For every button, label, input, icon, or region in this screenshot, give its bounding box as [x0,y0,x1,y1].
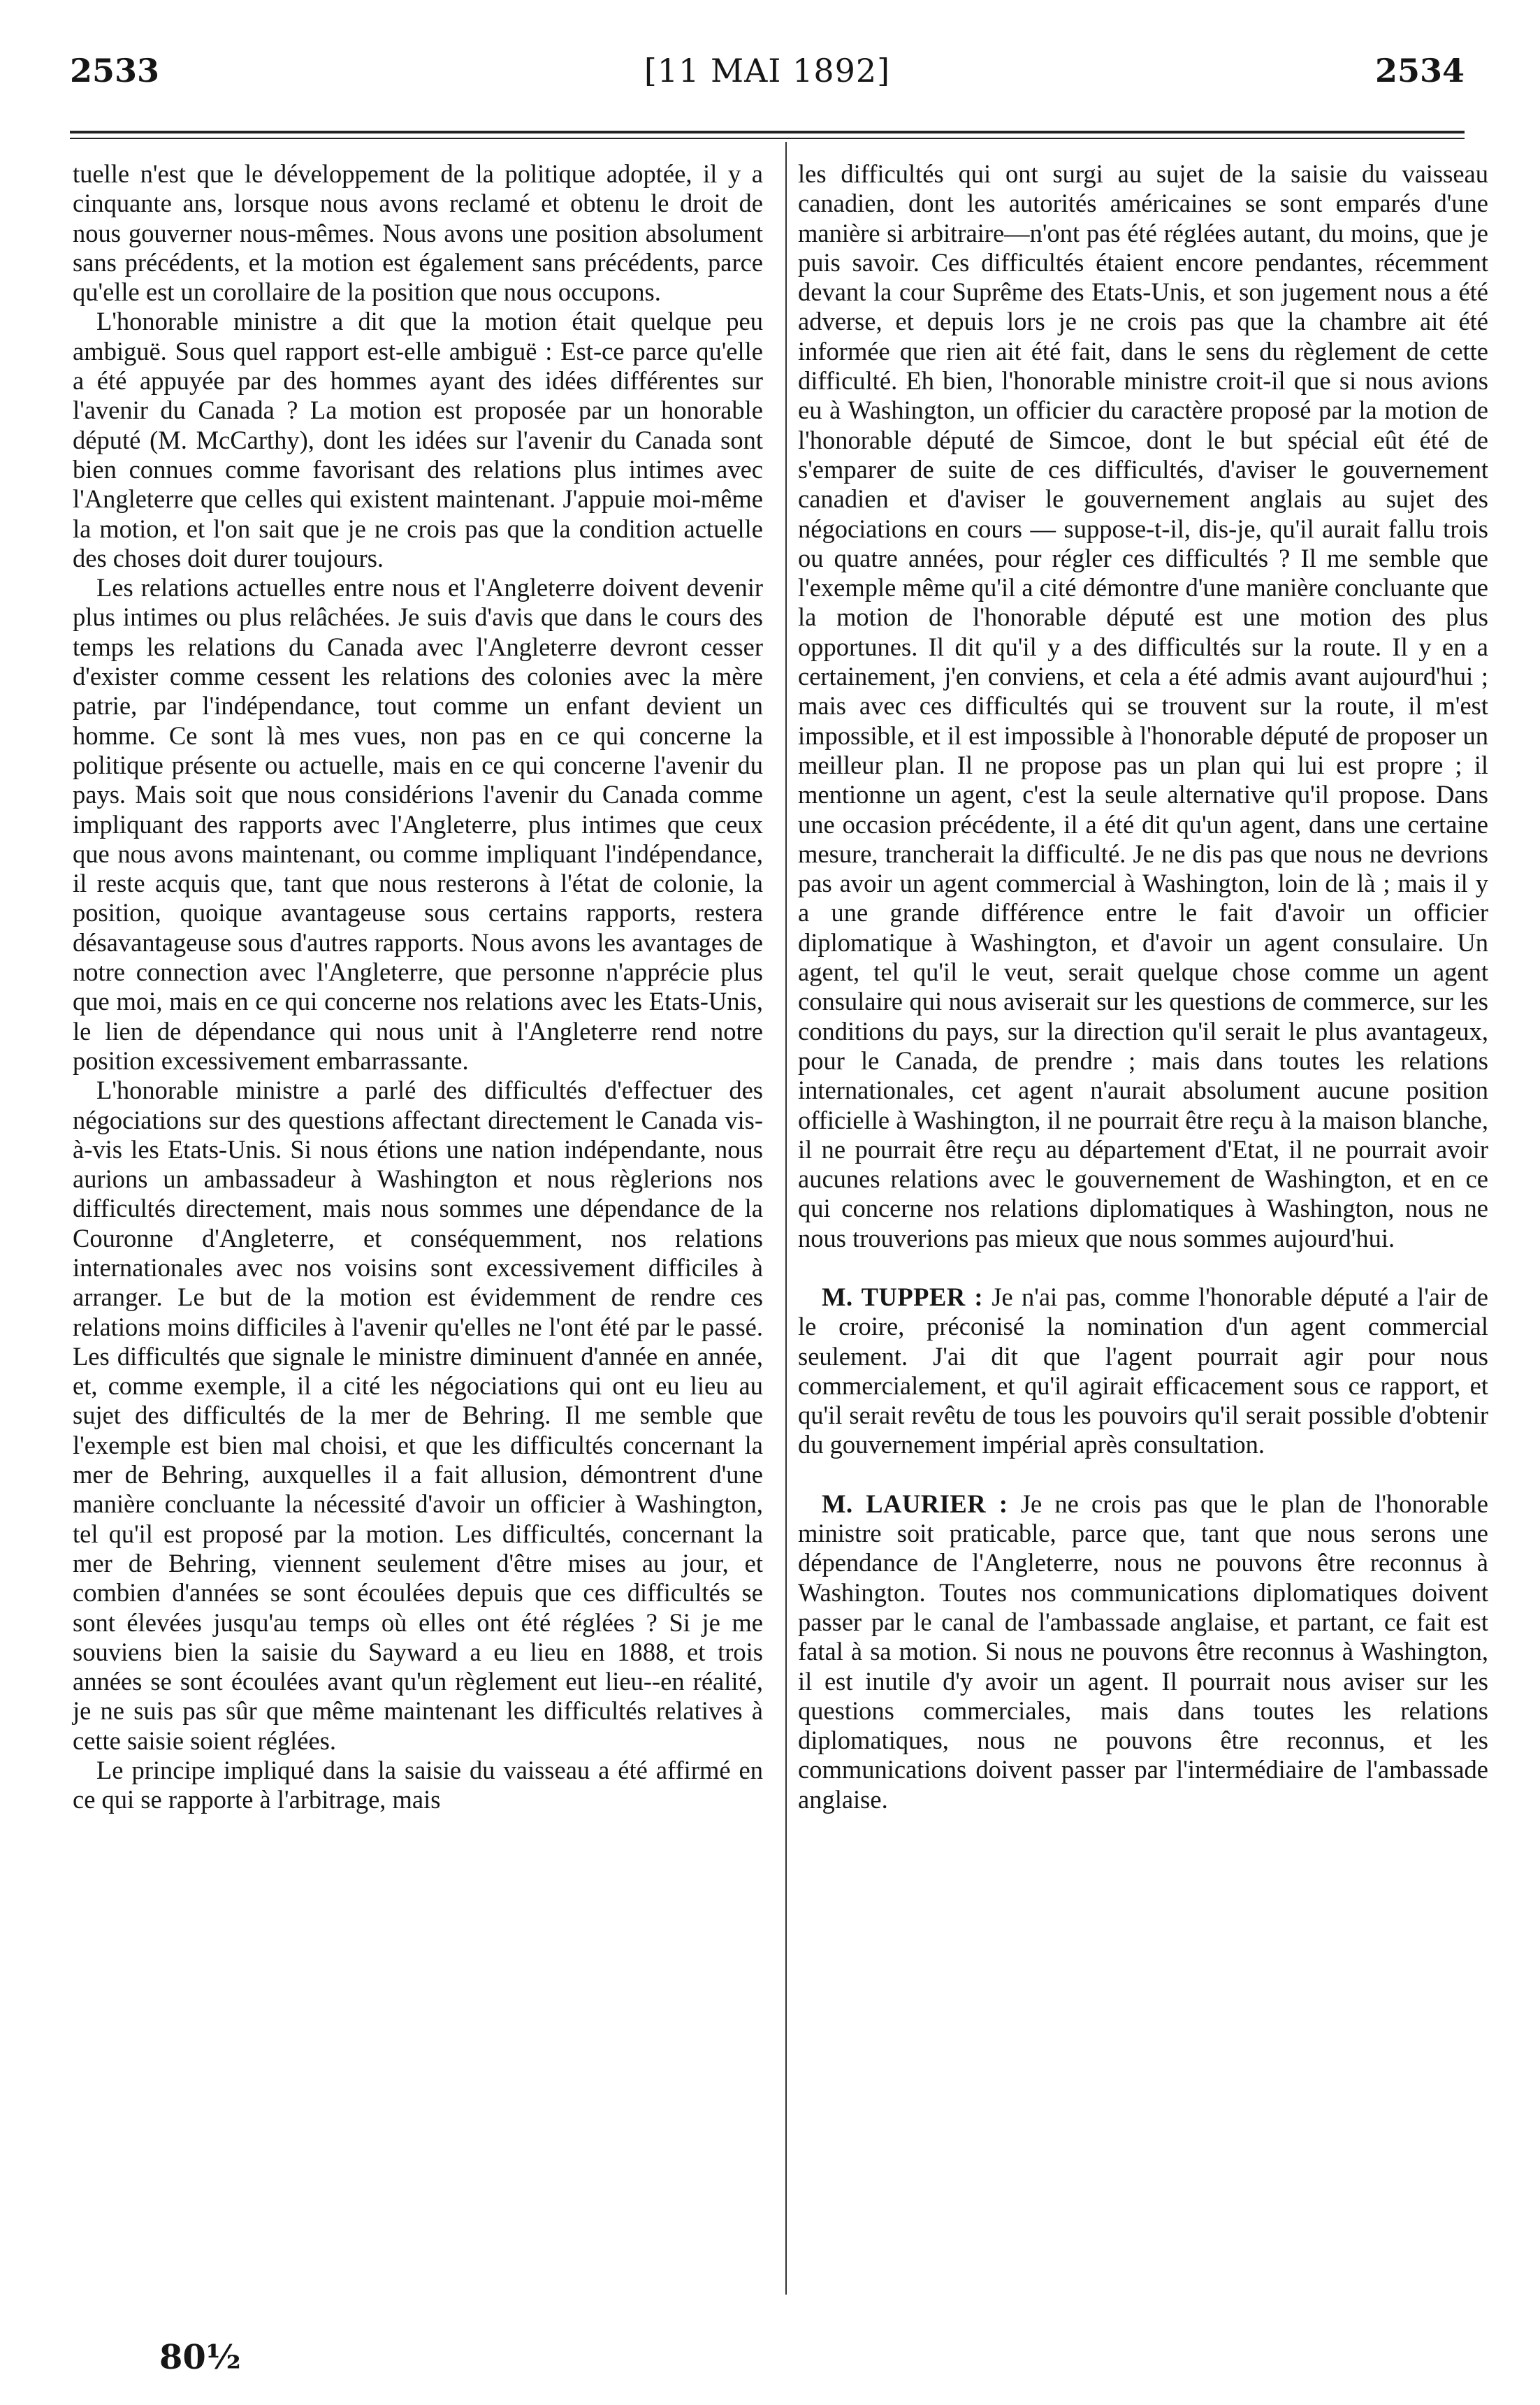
paragraph: L'honorable ministre a parlé des difficultés d'effectuer des négociations sur des questions affectant directement le Canada vis-à-vis les Etats-Unis. Si nous étions une nation indépendante, nous aurions un ambassadeur à Washington et nous règlerions nos difficultés directement, mais nous sommes une dépendance de la Couronne d'Angleterre, et conséquemment, nos relations internationales avec nos voisins sont excessivement difficiles à arranger. Le but de la motion est évidemment de rendre ces relations moins difficiles à l'avenir qu'elles ne l'ont été par le passé. Les difficultés que signale le ministre diminuent d'année en année, et, comme exemple, il a cité les négociations qui ont eu lieu au sujet des difficultés de la mer de Behring. Il me semble que l'exemple est bien mal choisi, et que les difficultés concernant la mer de Behring, auxquelles il a fait allusion, démontrent d'une manière concluante la nécessité d'avoir un officier à Washington, tel qu'il est proposé par la motion. Les difficultés, concernant la mer de Behring, viennent seulement d'être mises au jour, et combien d'années se sont écoulées depuis que ces difficultés se sont élevées jusqu'au temps où elles ont été réglées ? Si je me souviens bien la saisie du Sayward a eu lieu en 1888, et trois années se sont écoulées avant qu'un règlement eut lieu--en réalité, je ne suis pas sûr que même maintenant les difficultés relatives à cette saisie soient réglées. [73,1076,763,1755]
column-divider [785,142,787,2295]
session-date: [11 MAI 1892] [644,52,891,89]
right-column [798,159,1488,1814]
speech-text: Je n'ai pas, comme l'honorable député a l'air de le croire, préconisé la nomination d'un agent commercial seulement. J'ai dit que l'agent pourrait agir pour nous commercialement, et qu'il agirait efficacement sous ce rapport, et qu'il serait revêtu de tous les pouvoirs qu'il serait possible d'obtenir du gouvernement impérial après consultation. [798,1282,1488,1459]
paragraph: L'honorable ministre a dit que la motion était quelque peu ambiguë. Sous quel rapport est-elle ambiguë : Est-ce parce qu'elle a été appuyée par des hommes ayant des idées différentes sur l'avenir du Canada ? La motion est proposée par un honorable député (M. McCarthy), dont les idées sur l'avenir du Canada sont bien connues comme favorisant des relations plus intimes avec l'Angleterre que celles qui existent maintenant. J'appuie moi-même la motion, et l'on sait que je ne crois pas que la condition actuelle des choses doit durer toujours. [73,307,763,572]
speech-text: Je ne crois pas que le plan de l'honorable ministre soit praticable, parce que, tant que nous serons une dépendance de l'Angleterre, nous ne pouvons être reconnus à Washington. Toutes nos communications diplomatiques doivent passer par le canal de l'ambassade anglaise, et partant, ce fait est fatal à sa motion. Si nous ne pouvons être reconnus à Washington, il est inutile d'y avoir un agent. Il pourrait nous aviser sur les questions commerciales, mais dans toutes les relations diplomatiques, nous ne pouvons être reconnus, et les communications doivent passer par l'intermédiaire de l'ambassade anglaise. [798,1489,1488,1814]
paragraph: Les relations actuelles entre nous et l'Angleterre doivent devenir plus intimes ou plus relâchées. Je suis d'avis que dans le cours des temps les relations du Canada avec l'Angleterre devront cesser d'exister comme cessent les relations des colonies avec la mère patrie, par l'indépendance, tout comme un enfant devient un homme. Ce sont là mes vues, non pas en ce qui concerne la politique présente ou actuelle, mais en ce qui concerne l'avenir du pays. Mais soit que nous considérions l'avenir du Canada comme impliquant des rapports avec l'Angleterre, plus intimes que ceux que nous avons maintenant, ou comme impliquant l'indépendance, il reste acquis que, tant que nous resterons à l'état de colonie, la position, quoique avantageuse sous certains rapports, restera désavantageuse sous d'autres rapports. Nous avons les avantages de notre connection avec l'Angleterre, que personne n'apprécie plus que moi, mais en ce qui concerne nos relations avec les Etats-Unis, le lien de dépendance qui nous unit à l'Angleterre rend notre position excessivement embarrassante. [73,573,763,1075]
paragraph: tuelle n'est que le développement de la politique adoptée, il y a cinquante ans, lorsque nous avons reclamé et obtenu le droit de nous gouverner nous-mêmes. Nous avons une position absolument sans précédents, et la motion est également sans précédents, parce qu'elle est un corollaire de la position que nous occupons. [73,159,763,307]
page-header [70,52,1465,94]
header-rule-thick [70,131,1465,133]
paragraph: les difficultés qui ont surgi au sujet de la saisie du vaisseau canadien, dont les autorités américaines se sont emparés d'une manière si arbitraire—n'ont pas été réglées autant, du moins, que je puis savoir. Ces difficultés étaient encore pendantes, récemment devant la cour Suprême des Etats-Unis, et son jugement nous a été adverse, et depuis lors je ne crois pas que la chambre ait été informée que rien ait été fait, dans le sens du règlement de cette difficulté. Eh bien, l'honorable ministre croit-il que si nous avions eu à Washington, un officier du caractère proposé par la motion de l'honorable député de Simcoe, dont le but spécial eût été de s'emparer de suite de ces difficultés, d'aviser le gouvernement canadien et d'aviser le gouvernement anglais au sujet des négociations en cours — suppose-t-il, dis-je, qu'il aurait fallu trois ou quatre années, pour régler ces difficultés ? Il me semble que l'exemple même qu'il a cité démontre d'une manière concluante que la motion de l'honorable député est une motion des plus opportunes. Il dit qu'il y a des difficultés sur la route. Il y en a certainement, j'en conviens, et cela a été admis avant aujourd'hui ; mais avec ces difficultés qui se trouvent sur la route, il m'est impossible, et il est impossible à l'honorable député de proposer un meilleur plan. Il ne propose pas un plan qui lui est propre ; il mentionne un agent, c'est la seule alternative qu'il propose. Dans une occasion précédente, il a été dit qu'un agent, dans une certaine mesure, trancherait la difficulté. Je ne dis pas que nous ne devrions pas avoir un agent commercial à Washington, loin de là ; mais il y a une grande différence entre le fait d'avoir un officier diplomatique à Washington, et d'avoir un agent consulaire. Un agent, tel qu'il le veut, serait quelque chose comme un agent consulaire qui nous aviserait sur les questions de commerce, sur les conditions du pays, sur la direction qu'il serait le plus avantageux, pour le Canada, de prendre ; mais dans toutes les relations internationales, cet agent n'aurait absolument aucune position officielle à Washington, il ne pourrait être reçu à la maison blanche, il ne pourrait être reçu au département d'Etat, il ne pourrait avoir aucunes relations avec le gouvernement de Washington, et en ce qui concerne nos relations diplomatiques à Washington, nous ne nous trouverions pas mieux que nous sommes aujourd'hui. [798,159,1488,1252]
speech-tupper [798,1283,1488,1460]
speech-laurier [798,1489,1488,1814]
left-column [73,159,763,1815]
speaker-name: M. LAURIER : [822,1489,1008,1518]
speaker-name: M. TUPPER : [822,1282,984,1311]
page-number-left: 2533 [70,52,160,89]
header-rule-thin [70,138,1465,139]
page-number-right: 2534 [1374,52,1465,89]
paragraph: Le principe impliqué dans la saisie du vaisseau a été affirmé en ce qui se rapporte à l'arbitrage, mais [73,1756,763,1814]
signature-mark: 80½ [159,2338,241,2377]
